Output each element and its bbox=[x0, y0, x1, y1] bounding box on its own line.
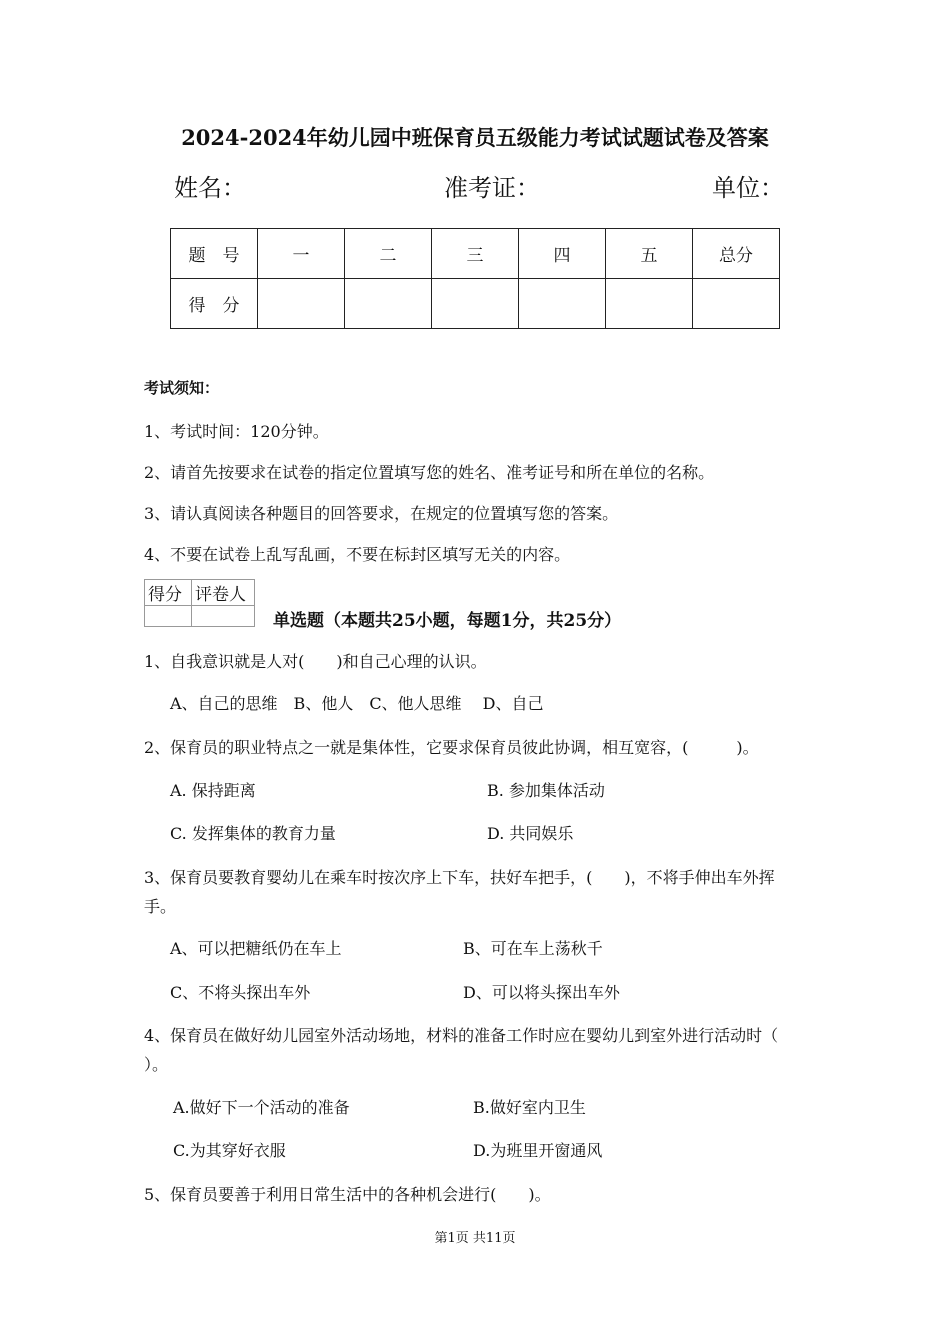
question-option: B.做好室内卫生 bbox=[473, 1098, 586, 1117]
unit-label: 单位： bbox=[712, 174, 784, 202]
question-option: A、可以把糖纸仍在车上 bbox=[170, 939, 342, 958]
score-cell: 得 分 bbox=[171, 279, 258, 329]
score-cell bbox=[606, 279, 693, 329]
question-option: B. 参加集体活动 bbox=[487, 781, 605, 800]
score-table-score-row bbox=[171, 279, 780, 329]
section-title: 单选题（本题共25小题，每题1分，共25分） bbox=[273, 611, 622, 631]
score-cell bbox=[519, 279, 606, 329]
note-item: 2、请首先按要求在试卷的指定位置填写您的姓名、准考证号和所在单位的名称。 bbox=[144, 463, 715, 482]
name-label: 姓名： bbox=[174, 174, 246, 202]
score-cell: 五 bbox=[606, 229, 693, 279]
score-cell bbox=[432, 279, 519, 329]
notes-heading: 考试须知： bbox=[144, 379, 220, 397]
note-item: 1、考试时间：120分钟。 bbox=[144, 422, 329, 441]
grader-reviewer-cell bbox=[192, 606, 255, 627]
question-option: C、不将头探出车外 bbox=[170, 983, 311, 1002]
grader-score-label: 得分 bbox=[145, 580, 192, 606]
question-stem: 2、保育员的职业特点之一就是集体性，它要求保育员彼此协调，相互宽容，( )。 bbox=[144, 738, 759, 757]
question-stem: 5、保育员要善于利用日常生活中的各种机会进行( )。 bbox=[144, 1185, 551, 1204]
exam-id-label: 准考证： bbox=[444, 174, 540, 202]
question-option: D、可以将头探出车外 bbox=[463, 983, 620, 1002]
question-option: C.为其穿好衣服 bbox=[173, 1141, 286, 1160]
question-stem-continued: 手。 bbox=[144, 897, 177, 916]
page-footer: 第1页 共11页 bbox=[434, 1231, 516, 1246]
note-item: 3、请认真阅读各种题目的回答要求，在规定的位置填写您的答案。 bbox=[144, 504, 619, 523]
score-cell bbox=[345, 279, 432, 329]
question-option: B、可在车上荡秋千 bbox=[463, 939, 603, 958]
score-table-header-row bbox=[171, 229, 780, 279]
score-cell: 二 bbox=[345, 229, 432, 279]
score-cell: 总分 bbox=[693, 229, 780, 279]
score-cell: 题 号 bbox=[171, 229, 258, 279]
page-title: 2024-2024年幼儿园中班保育员五级能力考试试题试卷及答案 bbox=[181, 125, 769, 150]
question-stem-continued: ）。 bbox=[144, 1055, 169, 1074]
question-stem: 4、保育员在做好幼儿园室外活动场地，材料的准备工作时应在婴幼儿到室外进行活动时（ bbox=[144, 1026, 779, 1045]
question-option: D. 共同娱乐 bbox=[487, 824, 574, 843]
score-cell: 四 bbox=[519, 229, 606, 279]
question-option: A. 保持距离 bbox=[170, 781, 256, 800]
grader-reviewer-label: 评卷人 bbox=[192, 580, 255, 606]
grader-box bbox=[144, 579, 255, 627]
score-cell: 三 bbox=[432, 229, 519, 279]
grader-score-cell bbox=[145, 606, 192, 627]
question-option: D.为班里开窗通风 bbox=[473, 1141, 603, 1160]
question-stem: 1、自我意识就是人对( )和自己心理的认识。 bbox=[144, 652, 487, 671]
question-option: C. 发挥集体的教育力量 bbox=[170, 824, 336, 843]
note-item: 4、不要在试卷上乱写乱画，不要在标封区填写无关的内容。 bbox=[144, 545, 571, 564]
question-stem: 3、保育员要教育婴幼儿在乘车时按次序上下车，扶好车把手，( )，不将手伸出车外挥 bbox=[144, 868, 775, 887]
score-cell bbox=[693, 279, 780, 329]
score-cell bbox=[258, 279, 345, 329]
question-option: A.做好下一个活动的准备 bbox=[173, 1098, 350, 1117]
score-table bbox=[170, 228, 780, 329]
question-option: A、自己的思维 B、他人 C、他人思维 D、自己 bbox=[170, 694, 544, 713]
score-cell: 一 bbox=[258, 229, 345, 279]
